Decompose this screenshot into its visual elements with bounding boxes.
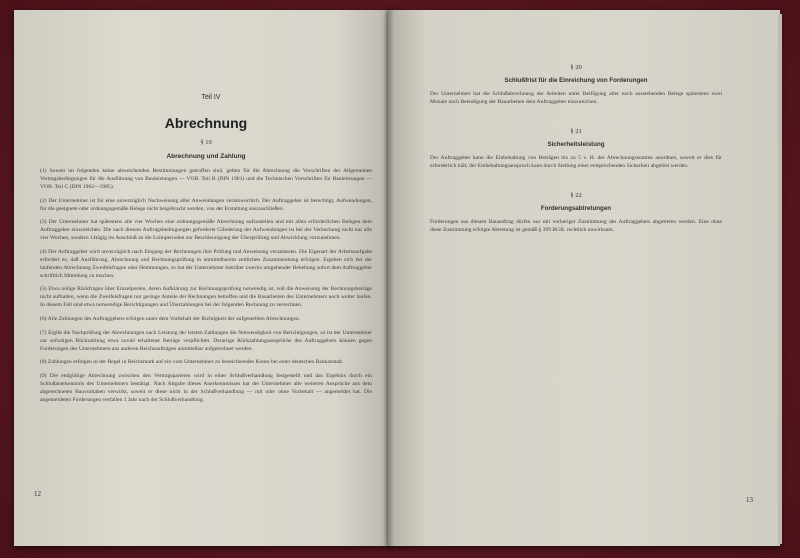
section-text: Der Auftraggeber kann die Einbehaltung von Beträgen bis zu 5 v. H. der Abrechnungssumme anordnen, soweit er dies für erforderlich hält; der Einbehaltungsanspruch kann durch Stellung einer entsprechenden Sicherheit abgelöst werden.: [430, 155, 722, 169]
section-block: [430, 128, 722, 170]
paragraph: (6) Alle Zahlungen des Auftraggebers erfolgen unter dem Vorbehalt der Richtigkeit der aufgestellten Abrechnungen.: [40, 315, 301, 322]
section-number: § 19: [200, 139, 212, 146]
section-title: Abrechnung und Zahlung: [166, 153, 246, 160]
section-title: Sicherheitsleistung: [547, 141, 605, 148]
section-text: Der Unternehmer hat die Schlußabrechnung der Arbeiten unter Beifügung aller noch ausstehenden Belege spätestens zwei Monate nach Beendigung der Bauarbeiten dem Auftraggeber einzureichen.: [430, 91, 722, 105]
page-number: 13: [746, 496, 753, 504]
paragraph: (2) Der Unternehmer ist für eine unverzüglich Nachweisung aller Anwendungen verantwortlich. Der Auftraggeber ist berechtigt, Aufwendungen, für die geeignete oder ordnungsgemäße Belege nicht beigebracht werden, von der Erstattung auszuschließen.: [40, 197, 372, 212]
right-page-content: [430, 64, 722, 256]
left-page: [14, 10, 392, 546]
section-block: [430, 64, 722, 106]
section-text: Forderungen aus diesem Bauauftrag dürfen nur mit vorheriger Zustimmung des Auftraggebers abgetreten werden. Eine ohne diese Zustimmung erfolgte Abtretung ist gemäß § 399 BGB. rechtlich unwirksam.: [430, 219, 722, 233]
section-title: Forderungsabtretungen: [540, 205, 612, 212]
section-number: § 22: [570, 192, 582, 199]
right-page: [388, 10, 780, 546]
paragraph: (8) Zahlungen erfolgen in der Regel in Reichsmark auf ein vom Unternehmer zu bezeichnendes Konto bei einer deutschen Bankanstalt.: [40, 359, 344, 366]
book-gutter: [384, 10, 394, 546]
page-number: 12: [34, 490, 41, 498]
page-edge: [778, 14, 782, 544]
section-title: Schlußfrist für die Einreichung von Forderungen: [504, 77, 648, 84]
paragraph: (4) Der Auftraggeber wird unverzüglich nach Eingang der Rechnungen ihre Prüfung und Anweisung veranlassen. Die Eigenart der Arbeitsaufgabe erfordert es, daß Ausführung, Abrechnung und Rechnungsprüfung in unmittelbarem zeitlichen Zusammenhang erfolgen. Ergeben sich bei der laufenden Abrechnung Zweifelsfragen oder Hemmungen, so hat der Unternehmer hierüber zwecks umgehender Behebung sofort dem Auftraggeber schriftlich Mitteilung zu machen.: [40, 248, 372, 279]
paragraph: (9) Die endgültige Abrechnung zwischen den Vertragsparteien wird in einer Schlußverhandlung festgestellt und das Ergebnis durch ein Schlußanerkenntnis des Unternehmers bestätigt. Nach Abgabe dieses Anerkenntnisses hat der Unternehmer alle weiteren Ansprüche aus dem abgerechneten Bauvorhaben verwirkt, soweit er diese nicht in der Schlußverhandlung — mit oder ohne Vorbehalt — angemeldet hat. Die angemeldeten Forderungen verfallen 1 Jahr nach der Schlußverhandlung.: [40, 372, 372, 403]
section-number: § 21: [570, 128, 582, 135]
page-title: Abrechnung: [164, 115, 248, 131]
paragraph: (1) Soweit im folgenden keine abweichenden Bestimmungen getroffen sind, gelten für die Abrechnung die Vorschriften der Allgemeinen Vertragsbedingungen für die Ausführung von Bauleistungen — VOB. Teil B (DIN 1961) und die Technischen Vorschriften für Bauleistungen — VOB. Teil C (DIN 1962—1985).: [40, 168, 372, 190]
paragraph: (3) Der Unternehmer hat spätestens alle vier Wochen eine ordnungsgemäße Abrechnung aufzustellen und mit allen erforderlichen Belegen dem Auftraggeber einzureichen. Die nach diesem Auftragsbedingungen geforderte Gliederung der Aufwendungen ist bei der Verbuchung nicht nur alle vier Wochen, sondern 14tägig im Anschluß an die Lohnperioden zur Beschleunigung der Überprüfung und Abwicklung vorzunehmen.: [40, 219, 372, 242]
section-block: [430, 192, 722, 234]
part-label: Teil IV: [201, 94, 221, 101]
section-number: § 20: [570, 64, 582, 71]
paragraph: (5) Etwa nötige Rückfragen über Einzelposten, deren Aufklärung zur Rechnungsprüfung notwendig ist, soll die Anweisung der Rechnungsbeträge nicht aufhalten, wenn die Zweifelsfragen nur geringe Anteile der Rechnungen betreffen und die Bauarbeiten des Unternehmers noch weiter laufen. In diesem Fall sind etwa notwendige Berichtigungen und Überzahlungen bei der folgenden Rechnung zu verrechnen.: [40, 286, 372, 309]
paragraph: (7) Ergibt die Nachprüfung der Abrechnungen nach Leistung der letzten Zahlungen die Notwendigkeit von Berichtigungen, so ist der Unternehmer zur sofortigen Rückzahlung etwa zuviel erhaltener Beträge verpflichtet. Derartige Rückzahlungsansprüche des Auftraggebers können gegen Forderungen des Unternehmers aus anderen Reichsaufträgen unmittelbar aufgerechnet werden.: [40, 329, 372, 352]
paragraph-list: [40, 167, 372, 404]
open-booklet: [14, 10, 782, 550]
left-page-content: [40, 94, 372, 409]
